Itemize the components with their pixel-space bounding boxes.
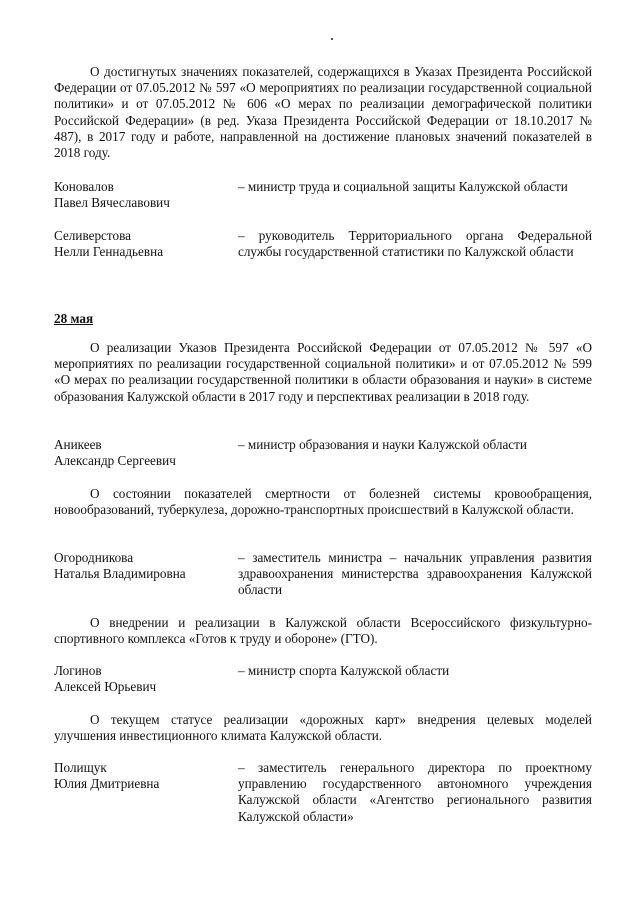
agenda-topic-3: О состоянии показателей смертности от болезней системы кровообращения, новообразований, туберкулеза, дорожно-транспортных происшествий в Калужской области. — [54, 486, 592, 518]
agenda-topic-2: О реализации Указов Президента Российской Федерации от 07.05.2012 № 597 «О мероприятиях по реализации государственной социальной политики» и от 07.05.2012 № 599 «О мерах по реализации государственной политики в области образования и науки» в системе образования Калужской области в 2017 году и перспективах реализации в 2018 году. — [54, 340, 592, 404]
speaker-given-name: Юлия Дмитриевна — [54, 776, 160, 792]
speaker-given-name: Нелли Геннадьевна — [54, 244, 164, 260]
speaker-role: – заместитель министра – начальник управления развития здравоохранения министерства здравоохранения Калужской области — [238, 550, 592, 598]
speaker-surname: Селиверстова — [54, 228, 131, 243]
agenda-topic-4: О внедрении и реализации в Калужской области Всероссийского физкультурно-спортивного комплекса «Готов к труду и обороне» (ГТО). — [54, 615, 592, 647]
speaker-name-seliverstova — [54, 228, 229, 260]
speaker-surname: Аникеев — [54, 437, 102, 452]
scan-dot — [331, 38, 333, 40]
speaker-name-loginov — [54, 663, 229, 695]
speaker-role: – министр труда и социальной защиты Калужской области — [238, 179, 568, 194]
speaker-given-name: Алексей Юрьевич — [54, 679, 157, 695]
speaker-role: – министр образования и науки Калужской области — [238, 437, 527, 452]
speaker-surname: Логинов — [54, 663, 102, 678]
speaker-given-name: Наталья Владимировна — [54, 566, 186, 582]
speaker-role: – министр спорта Калужской области — [238, 663, 450, 678]
speaker-name-anikeev — [54, 437, 229, 469]
speaker-role: – заместитель генерального директора по проектному управлению государственного автономного учреждения Калужской области «Агентство регионального развития Калужской области» — [238, 760, 592, 824]
speaker-given-name: Павел Вячеславович — [54, 195, 170, 211]
speaker-surname: Полищук — [54, 760, 107, 775]
speaker-name-konovalov — [54, 179, 229, 211]
agenda-topic-5: О текущем статусе реализации «дорожных карт» внедрения целевых моделей улучшения инвестиционного климата Калужской области. — [54, 712, 592, 744]
speaker-surname: Коновалов — [54, 179, 114, 194]
speaker-name-polishchuk — [54, 760, 229, 792]
speaker-surname: Огородникова — [54, 550, 134, 565]
speaker-given-name: Александр Сергеевич — [54, 453, 176, 469]
date-heading: 28 мая — [54, 311, 94, 326]
speaker-role: – руководитель Территориального органа Федеральной службы государственной статистики по Калужской области — [238, 228, 592, 260]
agenda-topic-1: О достигнутых значениях показателей, содержащихся в Указах Президента Российской Федерации от 07.05.2012 № 597 «О мероприятиях по реализации государственной социальной политики» и от 07.05.2012 № 606 «О мерах по реализации демографической политики Российской Федерации» (в ред. Указа Президента Российской Федерации от 18.10.2017 № 487), в 2017 году и работе, направленной на достижение плановых значений показателей в 2018 году. — [54, 64, 592, 161]
speaker-name-ogorodnikova — [54, 550, 229, 582]
